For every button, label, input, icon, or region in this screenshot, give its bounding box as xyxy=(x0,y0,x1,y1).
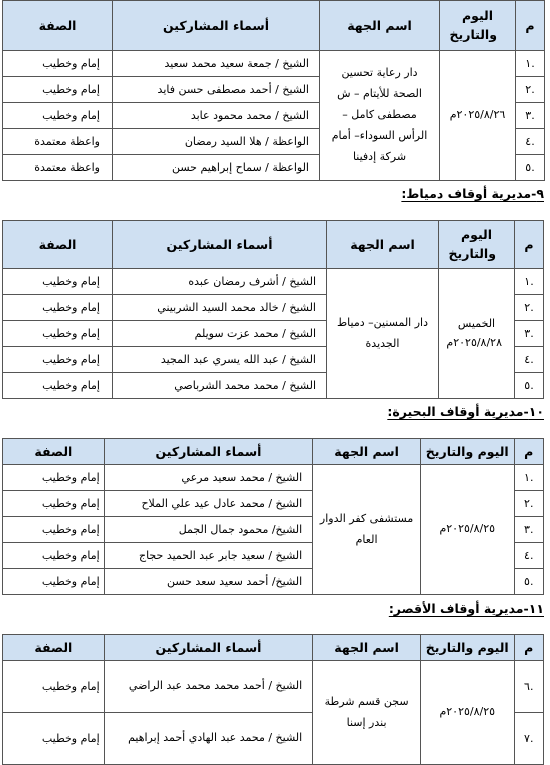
header-date: اليوم والتاريخ xyxy=(439,221,515,269)
participant-name: الشيخ / أحمد محمد محمد عبد الراضي xyxy=(104,661,312,713)
row-number: .١ xyxy=(515,269,544,295)
header-role: الصفة xyxy=(3,221,113,269)
header-role: الصفة xyxy=(3,439,105,465)
row-number: .٤ xyxy=(514,543,543,569)
participant-role: إمام وخطيب xyxy=(3,465,105,491)
entity-cell: مستشفى كفر الدوار العام xyxy=(313,465,421,595)
header-participants: أسماء المشاركين xyxy=(104,635,312,661)
participant-role: واعظة معتمدة xyxy=(3,129,113,155)
row-number: .٣ xyxy=(514,517,543,543)
participant-name: الشيخ / محمد عادل عيد علي الملاح xyxy=(104,491,312,517)
header-participants: أسماء المشاركين xyxy=(113,221,327,269)
participant-name: الشيخ / سعيد جابر عبد الحميد حجاج xyxy=(104,543,312,569)
participants-table-4 xyxy=(2,634,544,765)
section-heading-damietta: ٩-مديرية أوقاف دمياط: xyxy=(401,186,544,201)
date-cell: ٢٠٢٥/٨/٢٥م xyxy=(420,465,514,595)
row-number: .١ xyxy=(516,51,545,77)
row-number: .٢ xyxy=(514,491,543,517)
header-entity: اسم الجهة xyxy=(327,221,439,269)
participant-role: إمام وخطيب xyxy=(3,661,105,713)
participant-role: إمام وخطيب xyxy=(3,713,105,765)
header-date: اليوم والتاريخ xyxy=(440,1,516,51)
participant-name: الشيخ/ محمود جمال الجمل xyxy=(104,517,312,543)
row-number: .٥ xyxy=(515,373,544,399)
participant-role: إمام وخطيب xyxy=(3,295,113,321)
header-num: م xyxy=(514,439,543,465)
date-cell: ٢٠٢٥/٨/٢٦م xyxy=(440,51,516,181)
participant-role: إمام وخطيب xyxy=(3,51,113,77)
header-num: م xyxy=(514,635,543,661)
participant-name: الشيخ / أشرف رمضان عبده xyxy=(113,269,327,295)
participant-name: الشيخ / خالد محمد السيد الشربيني xyxy=(113,295,327,321)
row-number: .٤ xyxy=(516,129,545,155)
header-num: م xyxy=(516,1,545,51)
row-number: .٦ xyxy=(514,661,543,713)
header-num: م xyxy=(515,221,544,269)
participant-role: إمام وخطيب xyxy=(3,569,105,595)
header-entity: اسم الجهة xyxy=(320,1,440,51)
section-heading-beheira: ١٠-مديرية أوقاف البحيرة: xyxy=(387,404,544,419)
participant-name: الواعظة / هلا السيد رمضان xyxy=(113,129,320,155)
header-entity: اسم الجهة xyxy=(313,635,421,661)
header-participants: أسماء المشاركين xyxy=(104,439,312,465)
participants-table-3 xyxy=(2,438,544,595)
participant-name: الشيخ / محمد عبد الهادي أحمد إبراهيم xyxy=(104,713,312,765)
participant-name: الشيخ / محمد محمود عابد xyxy=(113,103,320,129)
participant-name: الشيخ / عبد الله يسري عبد المجيد xyxy=(113,347,327,373)
row-number: .٣ xyxy=(515,321,544,347)
row-number: .٣ xyxy=(516,103,545,129)
entity-cell: دار رعاية تحسين الصحة للأيتام – ش مصطفى كامل –الرأس السوداء– أمام شركة إدفينا xyxy=(320,51,440,181)
participant-role: إمام وخطيب xyxy=(3,491,105,517)
participant-name: الواعظة / سماح إبراهيم حسن xyxy=(113,155,320,181)
row-number: .٢ xyxy=(516,77,545,103)
header-participants: أسماء المشاركين xyxy=(113,1,320,51)
participant-role: إمام وخطيب xyxy=(3,347,113,373)
row-number: .١ xyxy=(514,465,543,491)
row-number: .٤ xyxy=(515,347,544,373)
participant-name: الشيخ / محمد سعيد مرعي xyxy=(104,465,312,491)
header-entity: اسم الجهة xyxy=(313,439,421,465)
header-date: اليوم والتاريخ xyxy=(420,635,514,661)
entity-cell: دار المسنين– دمياط الجديدة xyxy=(327,269,439,399)
entity-cell: سجن قسم شرطة بندر إسنا xyxy=(313,661,421,765)
participant-role: إمام وخطيب xyxy=(3,269,113,295)
row-number: .٥ xyxy=(514,569,543,595)
header-date: اليوم والتاريخ xyxy=(420,439,514,465)
header-role: الصفة xyxy=(3,1,113,51)
participant-name: الشيخ / جمعة سعيد محمد سعيد xyxy=(113,51,320,77)
row-number: .٢ xyxy=(515,295,544,321)
participant-name: الشيخ / أحمد مصطفى حسن فايد xyxy=(113,77,320,103)
participants-table-2 xyxy=(2,220,544,399)
row-number: .٥ xyxy=(516,155,545,181)
participant-role: إمام وخطيب xyxy=(3,77,113,103)
participants-table-1 xyxy=(2,0,545,181)
section-heading-luxor: ١١-مديرية أوقاف الأقصر: xyxy=(388,601,544,616)
participant-role: إمام وخطيب xyxy=(3,543,105,569)
participant-role: إمام وخطيب xyxy=(3,321,113,347)
participant-role: إمام وخطيب xyxy=(3,373,113,399)
participant-role: واعظة معتمدة xyxy=(3,155,113,181)
participant-name: الشيخ / محمد محمد الشرباصي xyxy=(113,373,327,399)
row-number: .٧ xyxy=(514,713,543,765)
participant-role: إمام وخطيب xyxy=(3,103,113,129)
date-cell: ٢٠٢٥/٨/٢٥م xyxy=(420,661,514,765)
participant-role: إمام وخطيب xyxy=(3,517,105,543)
header-role: الصفة xyxy=(3,635,105,661)
participant-name: الشيخ/ أحمد سعيد سعد حسن xyxy=(104,569,312,595)
participant-name: الشيخ / محمد عزت سويلم xyxy=(113,321,327,347)
date-cell: الخميس ٢٠٢٥/٨/٢٨م xyxy=(439,269,515,399)
